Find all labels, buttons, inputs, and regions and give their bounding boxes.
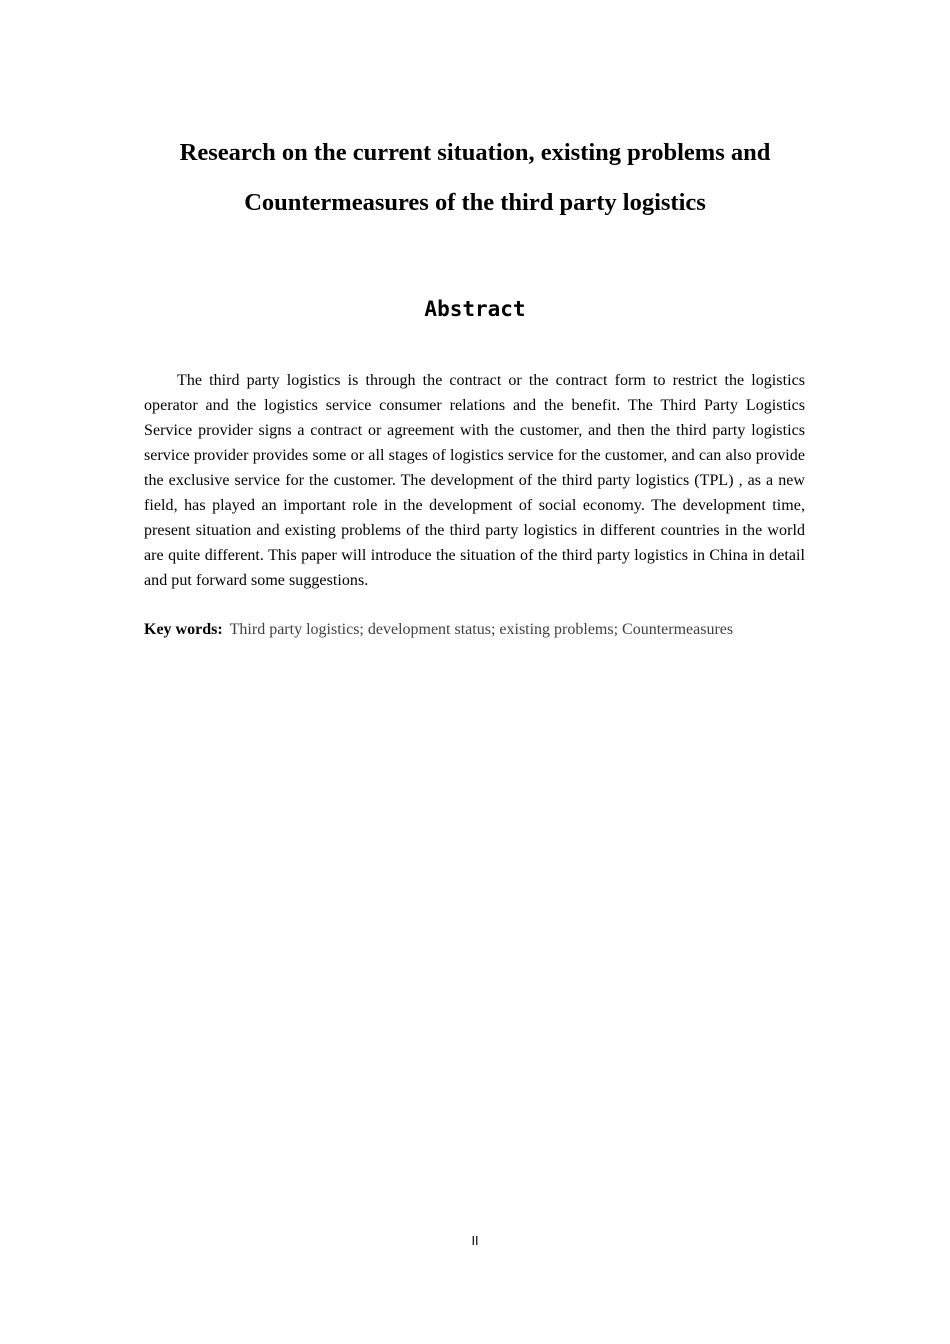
paper-title-line-1: Research on the current situation, existing problems and (179, 139, 771, 166)
paper-title (100, 128, 850, 228)
abstract-heading: Abstract (424, 297, 526, 321)
keywords-label: Key words: (144, 621, 223, 638)
abstract-body: The third party logistics is through the contract or the contract form to restrict the logistics operator and the logistics service consumer relations and the benefit. The Third Party Logistics Service provider signs a contract or agreement with the customer, and then the third party logistics service provider provides some or all stages of logistics service for the customer, and can also provide the exclusive service for the customer. The development of the third party logistics (TPL) , as a new field, has played an important role in the development of social economy. The development time, present situation and existing problems of the third party logistics in different countries in the world are quite different. This paper will introduce the situation of the third party logistics in China in detail and put forward some suggestions. (144, 372, 805, 589)
keywords-line (144, 617, 844, 642)
keywords-value: Third party logistics; development status; existing problems; Countermeasures (229, 621, 734, 638)
paper-title-line-2: Countermeasures of the third party logistics (244, 189, 706, 216)
page-number: II (471, 1234, 479, 1248)
